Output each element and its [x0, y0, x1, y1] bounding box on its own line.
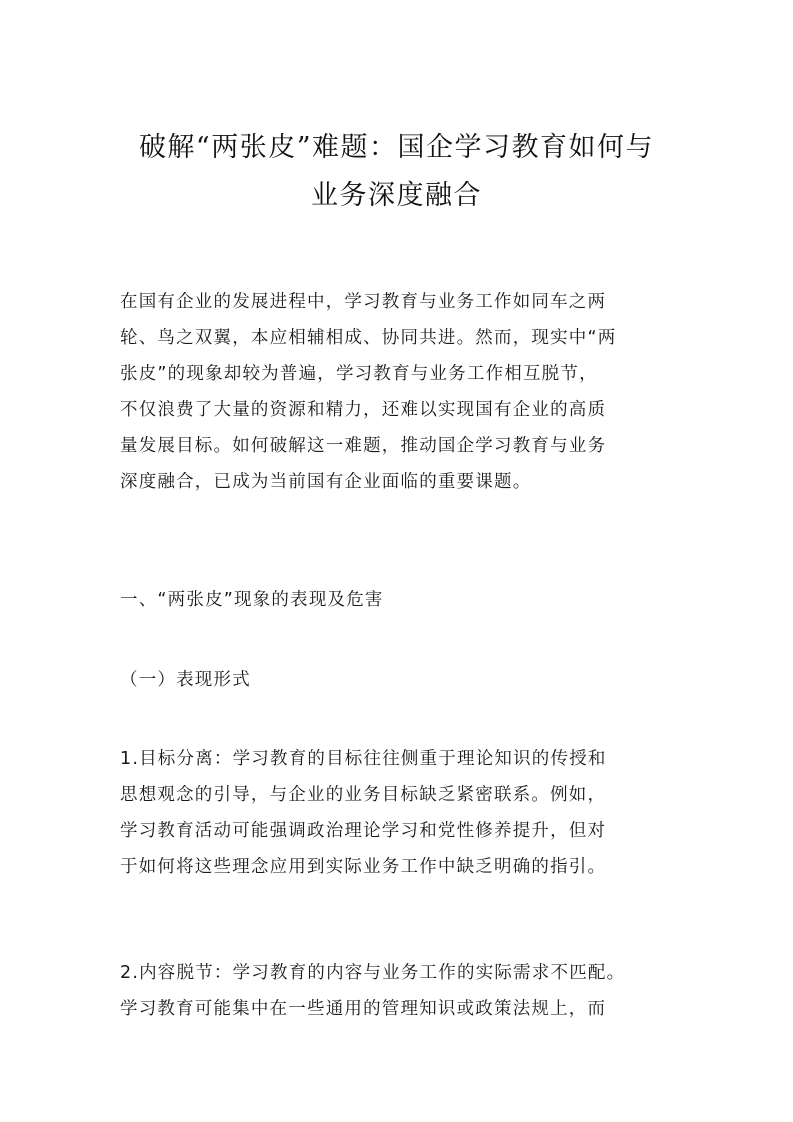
document-title-line-2: 业务深度融合 — [311, 180, 482, 211]
intro-line: 张皮”的现象却较为普遍，学习教育与业务工作相互脱节， — [120, 364, 598, 384]
subsection-heading: （一）表现形式 — [120, 670, 251, 690]
intro-line: 轮、鸟之双翼，本应相辅相成、协同共进。然而，现实中“两 — [120, 328, 617, 348]
intro-line: 在国有企业的发展进程中，学习教育与业务工作如同车之两 — [120, 292, 607, 312]
intro-line: 量发展目标。如何破解这一难题，推动国企学习教育与业务 — [120, 436, 607, 456]
point-1-line: 学习教育活动可能强调政治理论学习和党性修养提升，但对 — [120, 821, 607, 841]
intro-line: 不仅浪费了大量的资源和精力，还难以实现国有企业的高质 — [120, 400, 607, 420]
intro-paragraph — [120, 284, 680, 500]
point-2-paragraph — [120, 955, 680, 1027]
intro-line: 深度融合，已成为当前国有企业面临的重要课题。 — [120, 472, 532, 492]
point-2-line: 学习教育可能集中在一些通用的管理知识或政策法规上，而 — [120, 999, 607, 1019]
document-title-line-1: 破解“两张皮”难题：国企学习教育如何与 — [138, 132, 655, 163]
point-1-line: 思想观念的引导，与企业的业务目标缺乏紧密联系。例如， — [120, 785, 607, 805]
point-2-line: 2.内容脱节：学习教育的内容与业务工作的实际需求不匹配。 — [120, 963, 626, 983]
point-1-line: 于如何将这些理念应用到实际业务工作中缺乏明确的指引。 — [120, 857, 607, 877]
point-1-line: 1.目标分离：学习教育的目标往往侧重于理论知识的传授和 — [120, 749, 607, 769]
section-heading: 一、“两张皮”现象的表现及危害 — [120, 590, 384, 610]
point-1-paragraph — [120, 741, 680, 885]
